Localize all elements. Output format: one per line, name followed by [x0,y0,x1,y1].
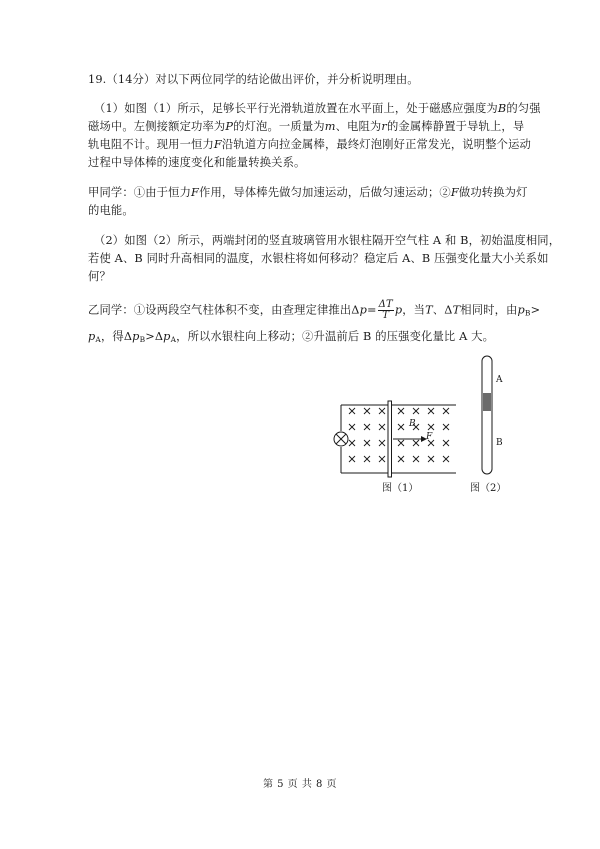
field-x-mark [413,440,419,446]
part1-line3: 轨电阻不计。现用一恒力F沿轨道方向拉金属棒，最终灯泡刚好正常发光，说明整个运动 [88,138,531,151]
figure-2-caption: 图（2） [470,483,507,494]
field-x-mark [428,408,434,414]
figure-1-label-f: F [426,432,433,442]
part1-line2: 磁场中。左侧接额定功率为P的灯泡。一质量为m、电阻为r的金属棒静置于导轨上，导 [88,120,525,133]
student-a-line1: 甲同学：①由于恒力F作用，导体棒先做匀加速运动，后做匀速运动；②F做功转换为灯 [88,186,528,199]
student-b-line2: $p_A$，得$\Delta p_B>\Delta p_A$，所以水银柱向上移动；②升温前后 B 的压强变化量比 A 大。 [88,330,495,344]
field-x-mark [398,424,404,430]
field-x-mark [379,440,385,446]
figure-1-rails-diagram [325,395,465,500]
student-b-line1: 乙同学：①设两段空气柱体积不变，由查理定律推出Δp= $\frac{\Delta T}{T}$ p，当T、ΔT相同时，由$p_B>$ [88,299,541,321]
field-x-mark [413,408,419,414]
figure-1-caption: 图（1） [382,483,419,494]
field-x-mark [443,408,449,414]
part2-line3: 何？ [88,270,111,283]
part1-line1: （1）如图（1）所示，足够长平行光滑轨道放置在水平面上，处于磁感应强度为B的匀强 [94,102,541,115]
student-a-line2: 的电能。 [88,204,134,217]
fraction: $\frac{\Delta T}{T}$ [378,299,393,321]
figure-2-label-b: B [496,438,503,448]
field-x-mark [428,424,434,430]
field-x-mark [349,440,355,446]
figure-2-label-a: A [496,375,503,385]
field-x-mark [349,424,355,430]
field-x-mark [443,440,449,446]
question-header: 19.（14分）对以下两位同学的结论做出评价，并分析说明理由。 [88,73,419,86]
field-x-mark [413,456,419,462]
field-x-mark [379,408,385,414]
part2-line1: （2）如图（2）所示，两端封闭的竖直玻璃管用水银柱隔开空气柱 A 和 B，初始温度相同， [94,234,561,247]
field-x-mark [379,456,385,462]
field-x-mark [364,440,370,446]
field-x-mark [364,456,370,462]
page-footer: 第 5 页 共 8 页 [262,779,338,790]
field-x-mark [364,408,370,414]
field-x-mark [398,456,404,462]
field-x-mark [379,424,385,430]
part2-line2: 若使 A、B 同时升高相同的温度，水银柱将如何移动？稳定后 A、B 压强变化量大小关系如 [88,252,549,265]
field-x-mark [398,408,404,414]
field-x-mark [364,424,370,430]
figure-2-tube-diagram [460,352,520,497]
field-x-mark [428,456,434,462]
figure-1-label-b: B [409,419,416,429]
field-x-mark [443,424,449,430]
field-x-mark [349,456,355,462]
mercury-column [483,393,491,411]
field-x-mark [443,456,449,462]
field-x-mark [398,440,404,446]
part1-line4: 过程中导体棒的速度变化和能量转换关系。 [88,156,306,169]
field-x-mark [349,408,355,414]
